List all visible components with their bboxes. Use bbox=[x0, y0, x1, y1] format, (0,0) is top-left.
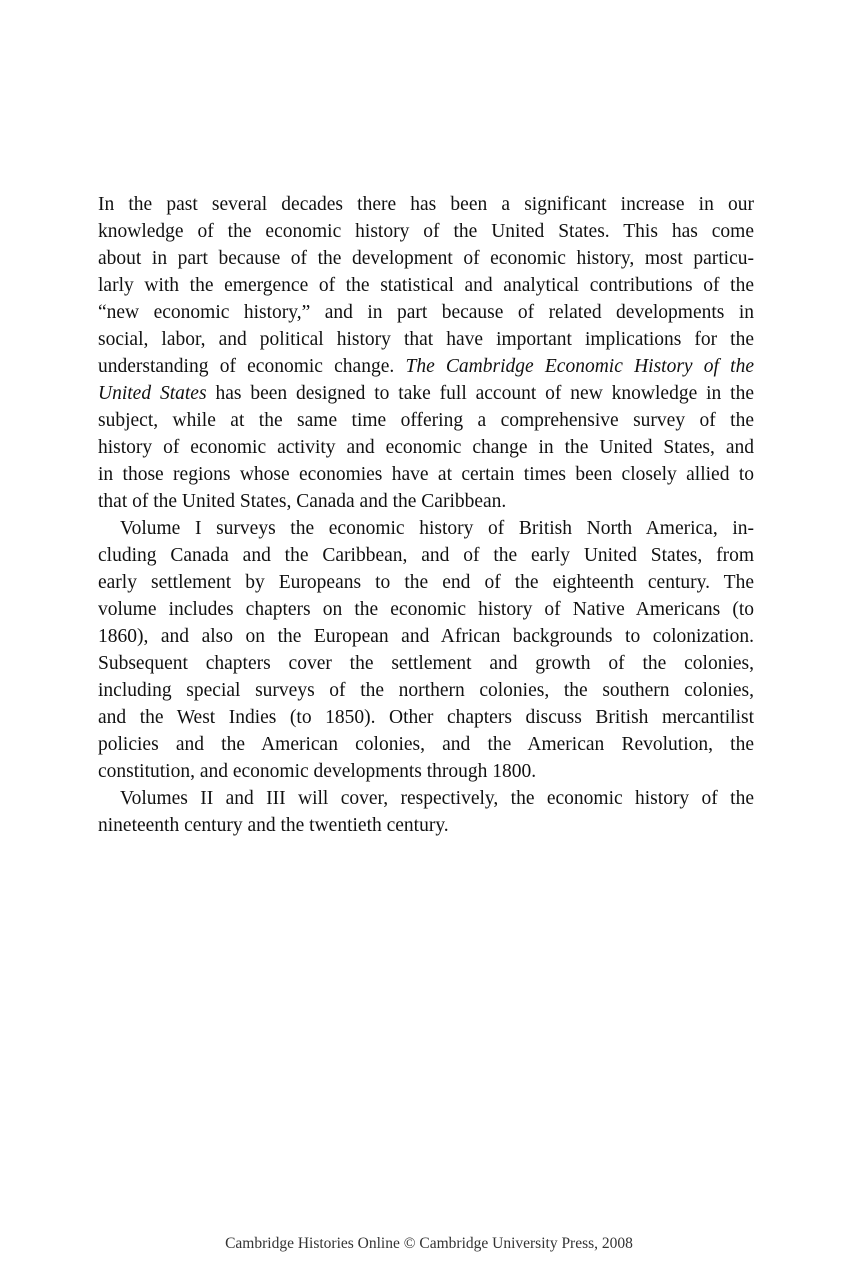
paragraph-3 bbox=[98, 785, 754, 839]
text-line: constitution, and economic developments through 1800. bbox=[98, 761, 537, 782]
text-line: policies and the American colonies, and the American Revolution, the bbox=[98, 734, 754, 755]
text-line: Volumes II and III will cover, respectively, the economic history of the bbox=[120, 788, 754, 809]
text-line: nineteenth century and the twentieth century. bbox=[98, 815, 449, 836]
text-line: Subsequent chapters cover the settlement and growth of the colonies, bbox=[98, 653, 754, 674]
paragraph-1 bbox=[98, 191, 754, 515]
text-line: “new economic history,” and in part because of related developments in bbox=[98, 302, 754, 323]
body-text bbox=[98, 191, 754, 839]
text-line bbox=[98, 353, 754, 380]
text-line: early settlement by Europeans to the end of the eighteenth century. The bbox=[98, 572, 754, 593]
paragraph-2 bbox=[98, 515, 754, 785]
book-title-italic: United States bbox=[98, 383, 207, 404]
text-line: subject, while at the same time offering a comprehensive survey of the bbox=[98, 410, 754, 431]
text-segment: understanding of economic change. bbox=[98, 356, 395, 377]
text-line: that of the United States, Canada and the Caribbean. bbox=[98, 491, 507, 512]
text-line: Volume I surveys the economic history of British North America, in- bbox=[120, 518, 754, 539]
text-line: cluding Canada and the Caribbean, and of the early United States, from bbox=[98, 545, 754, 566]
text-line: social, labor, and political history that have important implications for the bbox=[98, 329, 754, 350]
text-line: in those regions whose economies have at certain times been closely allied to bbox=[98, 464, 754, 485]
text-line: 1860), and also on the European and African backgrounds to colonization. bbox=[98, 626, 754, 647]
text-line: knowledge of the economic history of the United States. This has come bbox=[98, 221, 754, 242]
text-line: history of economic activity and economic change in the United States, and bbox=[98, 437, 754, 458]
copyright-footer: Cambridge Histories Online © Cambridge University Press, 2008 bbox=[225, 1235, 633, 1252]
text-line: and the West Indies (to 1850). Other chapters discuss British mercantilist bbox=[98, 707, 754, 728]
text-segment: has been designed to take full account of new knowledge in the bbox=[215, 383, 754, 404]
text-line: In the past several decades there has been a significant increase in our bbox=[98, 194, 754, 215]
text-line bbox=[98, 380, 754, 407]
text-line: larly with the emergence of the statistical and analytical contributions of the bbox=[98, 275, 754, 296]
text-line: volume includes chapters on the economic history of Native Americans (to bbox=[98, 599, 754, 620]
text-line: about in part because of the development of economic history, most particu- bbox=[98, 248, 754, 269]
text-line: including special surveys of the northern colonies, the southern colonies, bbox=[98, 680, 754, 701]
book-title-italic: The Cambridge Economic History of the bbox=[405, 356, 754, 377]
